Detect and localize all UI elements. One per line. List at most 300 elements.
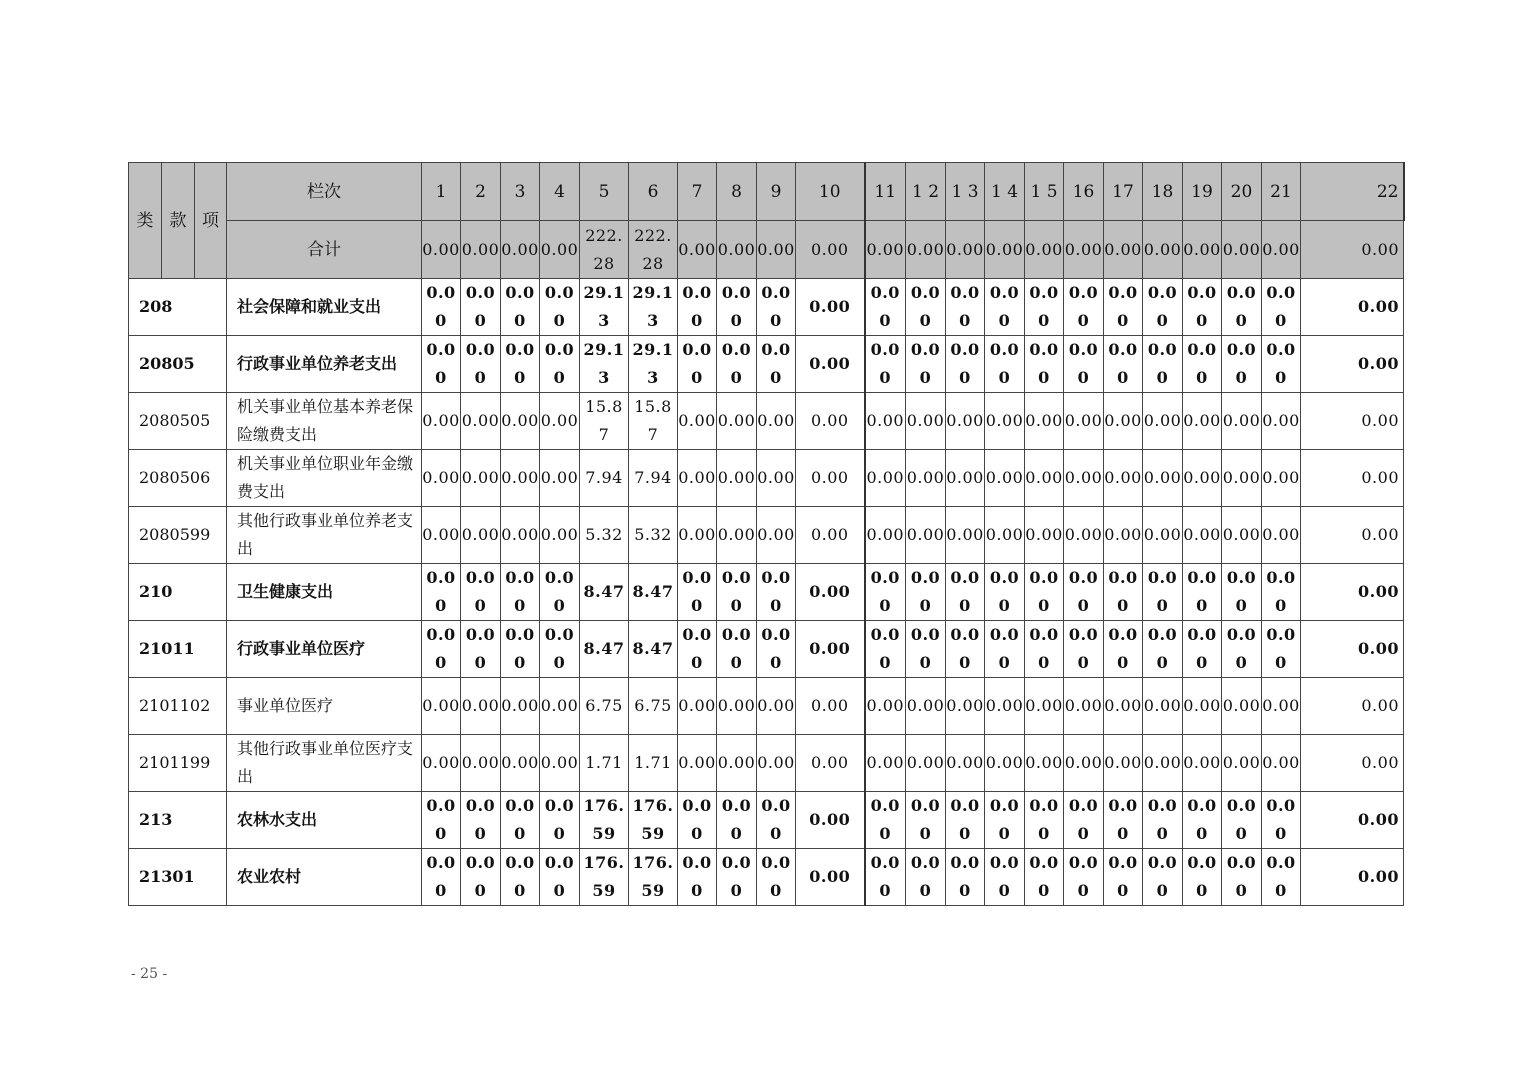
header-heji: 合计 [227,221,422,279]
total-value-col-18: 0.00 [1143,221,1183,279]
subject-name: 其他行政事业单位医疗支出 [227,735,422,792]
total-value-col-22: 0.00 [1301,221,1404,279]
value-col-6: 29.13 [629,279,678,336]
value-col-1: 0.00 [422,678,461,735]
total-value-col-14: 0.00 [985,221,1025,279]
value-col-18: 0.00 [1143,279,1183,336]
column-number-12: 1 2 [906,163,946,221]
value-col-1: 0.00 [422,735,461,792]
column-number-22: 22 [1301,163,1404,221]
value-col-19: 0.00 [1183,564,1222,621]
value-col-15: 0.00 [1025,792,1064,849]
value-col-16: 0.00 [1064,336,1104,393]
column-number-8: 8 [717,163,757,221]
value-col-15: 0.00 [1025,393,1064,450]
value-col-8: 0.00 [717,849,757,906]
value-col-21: 0.00 [1262,792,1301,849]
value-col-6: 1.71 [629,735,678,792]
value-col-18: 0.00 [1143,792,1183,849]
subject-name: 事业单位医疗 [227,678,422,735]
value-col-18: 0.00 [1143,735,1183,792]
table-row [129,678,1404,735]
value-col-22: 0.00 [1301,678,1404,735]
value-col-10: 0.00 [796,564,865,621]
value-col-11: 0.00 [865,735,906,792]
value-col-4: 0.00 [540,507,580,564]
value-col-12: 0.00 [906,564,946,621]
total-value-col-9: 0.00 [757,221,796,279]
column-number-18: 18 [1143,163,1183,221]
value-col-22: 0.00 [1301,792,1404,849]
value-col-4: 0.00 [540,678,580,735]
subject-code: 210 [129,564,227,621]
value-col-7: 0.00 [678,735,717,792]
value-col-20: 0.00 [1222,507,1262,564]
value-col-6: 176.59 [629,792,678,849]
value-col-8: 0.00 [717,735,757,792]
value-col-17: 0.00 [1104,279,1143,336]
column-number-3: 3 [501,163,540,221]
value-col-4: 0.00 [540,849,580,906]
column-number-11: 11 [865,163,906,221]
value-col-11: 0.00 [865,564,906,621]
value-col-6: 8.47 [629,564,678,621]
table-row [129,792,1404,849]
value-col-16: 0.00 [1064,849,1104,906]
value-col-17: 0.00 [1104,564,1143,621]
value-col-12: 0.00 [906,621,946,678]
value-col-17: 0.00 [1104,849,1143,906]
subject-name: 农业农村 [227,849,422,906]
total-value-col-4: 0.00 [540,221,580,279]
value-col-21: 0.00 [1262,849,1301,906]
subject-code: 2101199 [129,735,227,792]
subject-name: 行政事业单位医疗 [227,621,422,678]
value-col-19: 0.00 [1183,507,1222,564]
total-value-col-8: 0.00 [717,221,757,279]
value-col-21: 0.00 [1262,735,1301,792]
value-col-10: 0.00 [796,336,865,393]
value-col-19: 0.00 [1183,792,1222,849]
value-col-16: 0.00 [1064,450,1104,507]
value-col-12: 0.00 [906,678,946,735]
value-col-18: 0.00 [1143,336,1183,393]
value-col-20: 0.00 [1222,279,1262,336]
value-col-14: 0.00 [985,279,1025,336]
value-col-19: 0.00 [1183,450,1222,507]
subject-name: 社会保障和就业支出 [227,279,422,336]
value-col-2: 0.00 [461,279,501,336]
table-row [129,279,1404,336]
value-col-12: 0.00 [906,336,946,393]
value-col-11: 0.00 [865,792,906,849]
total-value-col-1: 0.00 [422,221,461,279]
value-col-21: 0.00 [1262,336,1301,393]
value-col-8: 0.00 [717,507,757,564]
header-lei: 类 [129,163,162,279]
value-col-5: 29.13 [580,279,629,336]
value-col-19: 0.00 [1183,336,1222,393]
value-col-13: 0.00 [946,336,985,393]
value-col-2: 0.00 [461,621,501,678]
value-col-11: 0.00 [865,507,906,564]
value-col-2: 0.00 [461,336,501,393]
value-col-22: 0.00 [1301,279,1404,336]
total-value-col-20: 0.00 [1222,221,1262,279]
value-col-3: 0.00 [501,849,540,906]
value-col-11: 0.00 [865,849,906,906]
value-col-13: 0.00 [946,849,985,906]
value-col-10: 0.00 [796,792,865,849]
value-col-2: 0.00 [461,735,501,792]
total-value-col-15: 0.00 [1025,221,1064,279]
value-col-20: 0.00 [1222,735,1262,792]
value-col-10: 0.00 [796,450,865,507]
total-value-col-2: 0.00 [461,221,501,279]
value-col-1: 0.00 [422,450,461,507]
value-col-15: 0.00 [1025,336,1064,393]
value-col-6: 8.47 [629,621,678,678]
value-col-7: 0.00 [678,336,717,393]
value-col-2: 0.00 [461,393,501,450]
value-col-13: 0.00 [946,450,985,507]
value-col-7: 0.00 [678,792,717,849]
value-col-10: 0.00 [796,621,865,678]
value-col-17: 0.00 [1104,792,1143,849]
value-col-13: 0.00 [946,564,985,621]
value-col-12: 0.00 [906,792,946,849]
column-number-14: 1 4 [985,163,1025,221]
value-col-6: 15.87 [629,393,678,450]
value-col-13: 0.00 [946,735,985,792]
value-col-3: 0.00 [501,621,540,678]
value-col-3: 0.00 [501,792,540,849]
value-col-6: 6.75 [629,678,678,735]
value-col-10: 0.00 [796,507,865,564]
total-value-col-17: 0.00 [1104,221,1143,279]
value-col-3: 0.00 [501,507,540,564]
value-col-7: 0.00 [678,450,717,507]
value-col-12: 0.00 [906,450,946,507]
value-col-7: 0.00 [678,621,717,678]
value-col-6: 176.59 [629,849,678,906]
total-value-col-12: 0.00 [906,221,946,279]
value-col-17: 0.00 [1104,507,1143,564]
value-col-19: 0.00 [1183,735,1222,792]
subject-name: 农林水支出 [227,792,422,849]
value-col-19: 0.00 [1183,621,1222,678]
value-col-13: 0.00 [946,507,985,564]
value-col-22: 0.00 [1301,507,1404,564]
value-col-22: 0.00 [1301,450,1404,507]
value-col-5: 7.94 [580,450,629,507]
value-col-18: 0.00 [1143,678,1183,735]
value-col-9: 0.00 [757,507,796,564]
column-number-16: 16 [1064,163,1104,221]
subject-code: 21301 [129,849,227,906]
value-col-9: 0.00 [757,564,796,621]
value-col-4: 0.00 [540,279,580,336]
value-col-15: 0.00 [1025,678,1064,735]
value-col-12: 0.00 [906,279,946,336]
value-col-14: 0.00 [985,678,1025,735]
value-col-11: 0.00 [865,621,906,678]
value-col-7: 0.00 [678,279,717,336]
value-col-13: 0.00 [946,621,985,678]
value-col-2: 0.00 [461,678,501,735]
value-col-4: 0.00 [540,564,580,621]
value-col-8: 0.00 [717,279,757,336]
subject-code: 2080506 [129,450,227,507]
value-col-7: 0.00 [678,678,717,735]
value-col-2: 0.00 [461,849,501,906]
table-row [129,849,1404,906]
table-row [129,621,1404,678]
value-col-1: 0.00 [422,507,461,564]
value-col-17: 0.00 [1104,393,1143,450]
total-value-col-5: 222.28 [580,221,629,279]
column-number-19: 19 [1183,163,1222,221]
value-col-21: 0.00 [1262,450,1301,507]
value-col-4: 0.00 [540,450,580,507]
column-number-5: 5 [580,163,629,221]
value-col-9: 0.00 [757,336,796,393]
subject-code: 21011 [129,621,227,678]
value-col-16: 0.00 [1064,621,1104,678]
table-row [129,735,1404,792]
column-number-1: 1 [422,163,461,221]
value-col-12: 0.00 [906,393,946,450]
value-col-13: 0.00 [946,678,985,735]
value-col-8: 0.00 [717,678,757,735]
value-col-5: 29.13 [580,336,629,393]
value-col-16: 0.00 [1064,792,1104,849]
value-col-8: 0.00 [717,393,757,450]
value-col-3: 0.00 [501,564,540,621]
value-col-14: 0.00 [985,507,1025,564]
value-col-1: 0.00 [422,336,461,393]
value-col-22: 0.00 [1301,336,1404,393]
value-col-17: 0.00 [1104,678,1143,735]
value-col-10: 0.00 [796,735,865,792]
value-col-3: 0.00 [501,450,540,507]
subject-code: 213 [129,792,227,849]
value-col-15: 0.00 [1025,507,1064,564]
value-col-11: 0.00 [865,678,906,735]
value-col-20: 0.00 [1222,792,1262,849]
value-col-9: 0.00 [757,621,796,678]
subject-code: 2101102 [129,678,227,735]
value-col-12: 0.00 [906,849,946,906]
value-col-15: 0.00 [1025,279,1064,336]
column-number-13: 1 3 [946,163,985,221]
value-col-9: 0.00 [757,450,796,507]
value-col-9: 0.00 [757,792,796,849]
value-col-3: 0.00 [501,735,540,792]
table-row [129,507,1404,564]
value-col-5: 5.32 [580,507,629,564]
value-col-16: 0.00 [1064,735,1104,792]
table-row [129,336,1404,393]
table-row [129,393,1404,450]
value-col-8: 0.00 [717,621,757,678]
subject-code: 2080599 [129,507,227,564]
value-col-15: 0.00 [1025,450,1064,507]
value-col-9: 0.00 [757,393,796,450]
value-col-14: 0.00 [985,621,1025,678]
value-col-20: 0.00 [1222,621,1262,678]
value-col-20: 0.00 [1222,393,1262,450]
value-col-4: 0.00 [540,336,580,393]
value-col-13: 0.00 [946,792,985,849]
value-col-18: 0.00 [1143,393,1183,450]
value-col-22: 0.00 [1301,735,1404,792]
value-col-4: 0.00 [540,735,580,792]
value-col-10: 0.00 [796,393,865,450]
expenditure-table [128,162,1405,906]
value-col-18: 0.00 [1143,564,1183,621]
value-col-2: 0.00 [461,507,501,564]
total-value-col-3: 0.00 [501,221,540,279]
header-row-total [129,221,1404,279]
value-col-11: 0.00 [865,336,906,393]
value-col-16: 0.00 [1064,678,1104,735]
total-value-col-6: 222.28 [629,221,678,279]
value-col-14: 0.00 [985,735,1025,792]
value-col-6: 7.94 [629,450,678,507]
value-col-16: 0.00 [1064,393,1104,450]
value-col-3: 0.00 [501,678,540,735]
value-col-20: 0.00 [1222,450,1262,507]
page-number: - 25 - [131,966,168,982]
column-number-9: 9 [757,163,796,221]
value-col-9: 0.00 [757,279,796,336]
value-col-11: 0.00 [865,393,906,450]
value-col-19: 0.00 [1183,849,1222,906]
value-col-8: 0.00 [717,792,757,849]
value-col-15: 0.00 [1025,735,1064,792]
value-col-20: 0.00 [1222,336,1262,393]
value-col-9: 0.00 [757,849,796,906]
column-number-15: 1 5 [1025,163,1064,221]
value-col-21: 0.00 [1262,678,1301,735]
subject-code: 2080505 [129,393,227,450]
header-xiang: 项 [195,163,227,279]
value-col-1: 0.00 [422,792,461,849]
header-row-columns [129,163,1404,221]
value-col-2: 0.00 [461,792,501,849]
value-col-7: 0.00 [678,564,717,621]
total-value-col-10: 0.00 [796,221,865,279]
column-number-21: 21 [1262,163,1301,221]
value-col-5: 176.59 [580,849,629,906]
value-col-15: 0.00 [1025,621,1064,678]
subject-name: 机关事业单位基本养老保险缴费支出 [227,393,422,450]
value-col-22: 0.00 [1301,621,1404,678]
subject-name: 机关事业单位职业年金缴费支出 [227,450,422,507]
column-number-20: 20 [1222,163,1262,221]
value-col-21: 0.00 [1262,621,1301,678]
table-row [129,450,1404,507]
value-col-2: 0.00 [461,564,501,621]
value-col-17: 0.00 [1104,621,1143,678]
value-col-10: 0.00 [796,678,865,735]
value-col-12: 0.00 [906,507,946,564]
value-col-17: 0.00 [1104,336,1143,393]
column-number-17: 17 [1104,163,1143,221]
value-col-22: 0.00 [1301,849,1404,906]
total-value-col-7: 0.00 [678,221,717,279]
value-col-4: 0.00 [540,393,580,450]
value-col-20: 0.00 [1222,564,1262,621]
value-col-15: 0.00 [1025,849,1064,906]
value-col-8: 0.00 [717,450,757,507]
value-col-19: 0.00 [1183,279,1222,336]
value-col-1: 0.00 [422,849,461,906]
total-value-col-11: 0.00 [865,221,906,279]
subject-name: 其他行政事业单位养老支出 [227,507,422,564]
value-col-5: 8.47 [580,564,629,621]
header-kuan: 款 [162,163,195,279]
value-col-2: 0.00 [461,450,501,507]
value-col-1: 0.00 [422,621,461,678]
value-col-9: 0.00 [757,678,796,735]
value-col-17: 0.00 [1104,735,1143,792]
column-number-7: 7 [678,163,717,221]
value-col-19: 0.00 [1183,393,1222,450]
value-col-5: 176.59 [580,792,629,849]
value-col-18: 0.00 [1143,507,1183,564]
value-col-10: 0.00 [796,279,865,336]
value-col-16: 0.00 [1064,564,1104,621]
total-value-col-21: 0.00 [1262,221,1301,279]
value-col-4: 0.00 [540,621,580,678]
value-col-5: 1.71 [580,735,629,792]
value-col-18: 0.00 [1143,621,1183,678]
subject-code: 208 [129,279,227,336]
value-col-3: 0.00 [501,393,540,450]
value-col-13: 0.00 [946,393,985,450]
value-col-1: 0.00 [422,393,461,450]
value-col-14: 0.00 [985,450,1025,507]
value-col-16: 0.00 [1064,507,1104,564]
value-col-19: 0.00 [1183,678,1222,735]
subject-code: 20805 [129,336,227,393]
value-col-14: 0.00 [985,336,1025,393]
value-col-11: 0.00 [865,450,906,507]
subject-name: 行政事业单位养老支出 [227,336,422,393]
value-col-1: 0.00 [422,564,461,621]
value-col-14: 0.00 [985,792,1025,849]
value-col-18: 0.00 [1143,849,1183,906]
value-col-8: 0.00 [717,564,757,621]
value-col-3: 0.00 [501,279,540,336]
value-col-3: 0.00 [501,336,540,393]
value-col-5: 6.75 [580,678,629,735]
value-col-13: 0.00 [946,279,985,336]
value-col-11: 0.00 [865,279,906,336]
column-number-4: 4 [540,163,580,221]
value-col-20: 0.00 [1222,849,1262,906]
total-value-col-13: 0.00 [946,221,985,279]
value-col-14: 0.00 [985,564,1025,621]
column-number-10: 10 [796,163,865,221]
value-col-22: 0.00 [1301,564,1404,621]
subject-name: 卫生健康支出 [227,564,422,621]
table-row [129,564,1404,621]
total-value-col-16: 0.00 [1064,221,1104,279]
column-number-2: 2 [461,163,501,221]
